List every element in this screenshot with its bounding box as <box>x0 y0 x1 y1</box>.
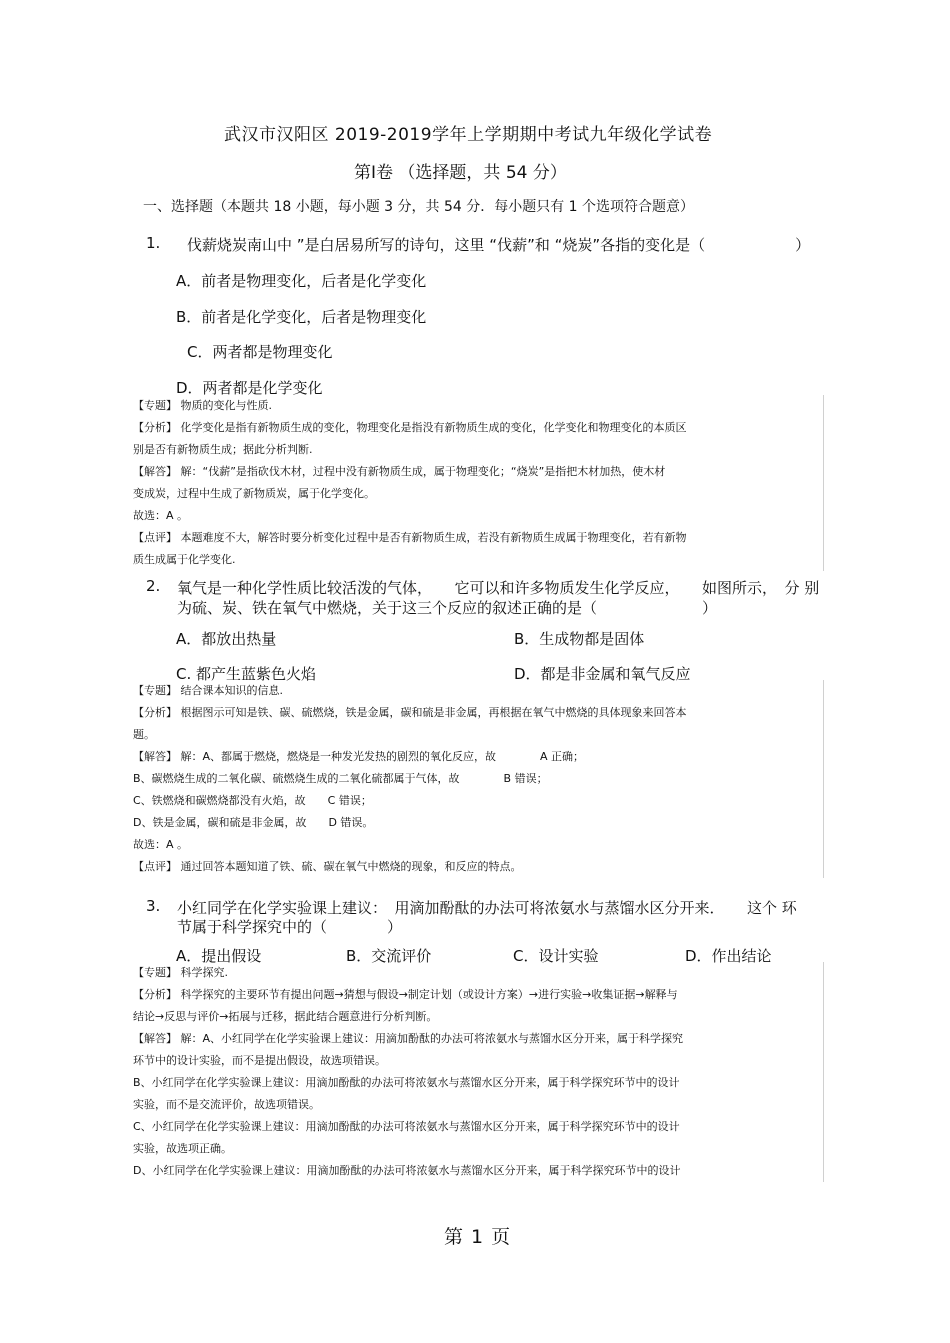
question-3-option-c: C．设计实验 <box>513 947 599 965</box>
analysis-line: 【点评】 本题难度不大，解答时要分析变化过程中是否有新物质生成，若没有新物质生成属于物理变化，若有新物 <box>133 531 687 544</box>
question-3-number: 3. <box>146 897 161 915</box>
document-title: 武汉市汉阳区 2019-2019学年上学期期中考试九年级化学试卷 <box>224 125 713 145</box>
analysis-line: 【分析】 根据图示可知是铁、碳、硫燃烧，铁是金属，碳和硫是非金属，再根据在氧气中燃烧的具体现象来回答本 <box>133 706 687 719</box>
analysis-line: 实验，故选项正确。 <box>133 1142 232 1155</box>
analysis-line: 结论→反思与评价→拓展与迁移，据此结合题意进行分析判断。 <box>133 1010 438 1023</box>
question-1-stem: 伐薪烧炭南山中 ”是白居易所写的诗句，这里 “伐薪”和 “烧炭”各指的变化是（ ） <box>187 236 811 254</box>
page-number: 第 1 页 <box>444 1226 512 1248</box>
analysis-line: C、小红同学在化学实验课上建议：用滴加酚酞的办法可将浓氨水与蒸馏水区分开来，属于科学探究环节中的设计 <box>133 1120 680 1133</box>
question-1-option-b: B．前者是化学变化，后者是物理变化 <box>176 308 427 326</box>
analysis-line: 【专题】 结合课本知识的信息. <box>133 684 283 697</box>
question-2-analysis <box>133 680 824 878</box>
question-1-option-d: D．两者都是化学变化 <box>176 379 323 397</box>
question-2-stem-line-1: 氧气是一种化学性质比较活泼的气体， 它可以和许多物质发生化学反应， 如图所示， 分 别 <box>177 579 820 597</box>
analysis-line: D、小红同学在化学实验课上建议：用滴加酚酞的办法可将浓氨水与蒸馏水区分开来，属于科学探究环节中的设计 <box>133 1164 681 1177</box>
question-2-stem-line-2: 为硫、炭、铁在氧气中燃烧，关于这三个反应的叙述正确的是（ ） <box>177 599 718 617</box>
question-3-stem-line-2: 节属于科学探究中的（ ） <box>177 918 403 936</box>
analysis-line: 环节中的设计实验，而不是提出假设，故选项错误。 <box>133 1054 386 1067</box>
analysis-line: D、铁是金属，碳和硫是非金属，故 D 错误。 <box>133 816 374 829</box>
question-3-analysis <box>133 962 824 1182</box>
analysis-line: 实验，而不是交流评价，故选项错误。 <box>133 1098 320 1111</box>
question-3-option-a: A．提出假设 <box>176 947 262 965</box>
analysis-line: 【点评】 通过回答本题知道了铁、硫、碳在氧气中燃烧的现象，和反应的特点。 <box>133 860 522 873</box>
analysis-line: 故选：A 。 <box>133 838 189 851</box>
section-header: 一、选择题（本题共 18 小题，每小题 3 分，共 54 分．每小题只有 1 个选项符合题意） <box>143 199 695 215</box>
analysis-line: 【解答】 解：“伐薪”是指砍伐木材，过程中没有新物质生成，属于物理变化；“烧炭”是指把木材加热，使木材 <box>133 465 666 478</box>
question-1-option-a: A．前者是物理变化，后者是化学变化 <box>176 272 427 290</box>
analysis-line: 变成炭，过程中生成了新物质炭，属于化学变化。 <box>133 487 375 500</box>
analysis-line: 【专题】 科学探究. <box>133 966 228 979</box>
analysis-line: 别是否有新物质生成；据此分析判断. <box>133 443 313 456</box>
question-2-option-a: A．都放出热量 <box>176 630 277 648</box>
analysis-line: 故选：A 。 <box>133 509 189 522</box>
analysis-line: 题。 <box>133 728 155 741</box>
question-1-option-c: C．两者都是物理变化 <box>187 343 333 361</box>
analysis-line: B、小红同学在化学实验课上建议：用滴加酚酞的办法可将浓氨水与蒸馏水区分开来，属于科学探究环节中的设计 <box>133 1076 680 1089</box>
analysis-line: 【专题】 物质的变化与性质. <box>133 399 272 412</box>
question-2-number: 2. <box>146 577 161 595</box>
question-3-stem-line-1: 小红同学在化学实验课上建议： 用滴加酚酞的办法可将浓氨水与蒸馏水区分开来． 这个 环 <box>177 899 797 917</box>
analysis-line: 【分析】 科学探究的主要环节有提出问题→猜想与假设→制定计划（或设计方案）→进行实验→收集证据→解释与 <box>133 988 678 1001</box>
analysis-line: 【解答】 解：A、小红同学在化学实验课上建议：用滴加酚酞的办法可将浓氨水与蒸馏水区分开来，属于科学探究 <box>133 1032 684 1045</box>
question-1-number: 1. <box>146 234 161 252</box>
question-2-option-d: D．都是非金属和氧气反应 <box>514 665 691 683</box>
question-2-option-b: B．生成物都是固体 <box>514 630 645 648</box>
question-3-option-d: D．作出结论 <box>685 947 772 965</box>
analysis-line: 【分析】 化学变化是指有新物质生成的变化，物理变化是指没有新物质生成的变化，化学变化和物理变化的本质区 <box>133 421 687 434</box>
analysis-line: 质生成属于化学变化. <box>133 553 236 566</box>
question-3-option-b: B．交流评价 <box>346 947 432 965</box>
analysis-line: 【解答】 解：A、都属于燃烧，燃烧是一种发光发热的剧烈的氧化反应，故 A 正确； <box>133 750 585 763</box>
section-subtitle: 第Ⅰ卷 （选择题，共 54 分） <box>354 163 567 183</box>
question-2-option-c: C. 都产生蓝紫色火焰 <box>176 665 317 683</box>
question-1-analysis <box>133 395 824 571</box>
analysis-line: C、铁燃烧和碳燃烧都没有火焰，故 C 错误； <box>133 794 372 807</box>
analysis-line: B、碳燃烧生成的二氧化碳、硫燃烧生成的二氧化硫都属于气体，故 B 错误； <box>133 772 548 785</box>
